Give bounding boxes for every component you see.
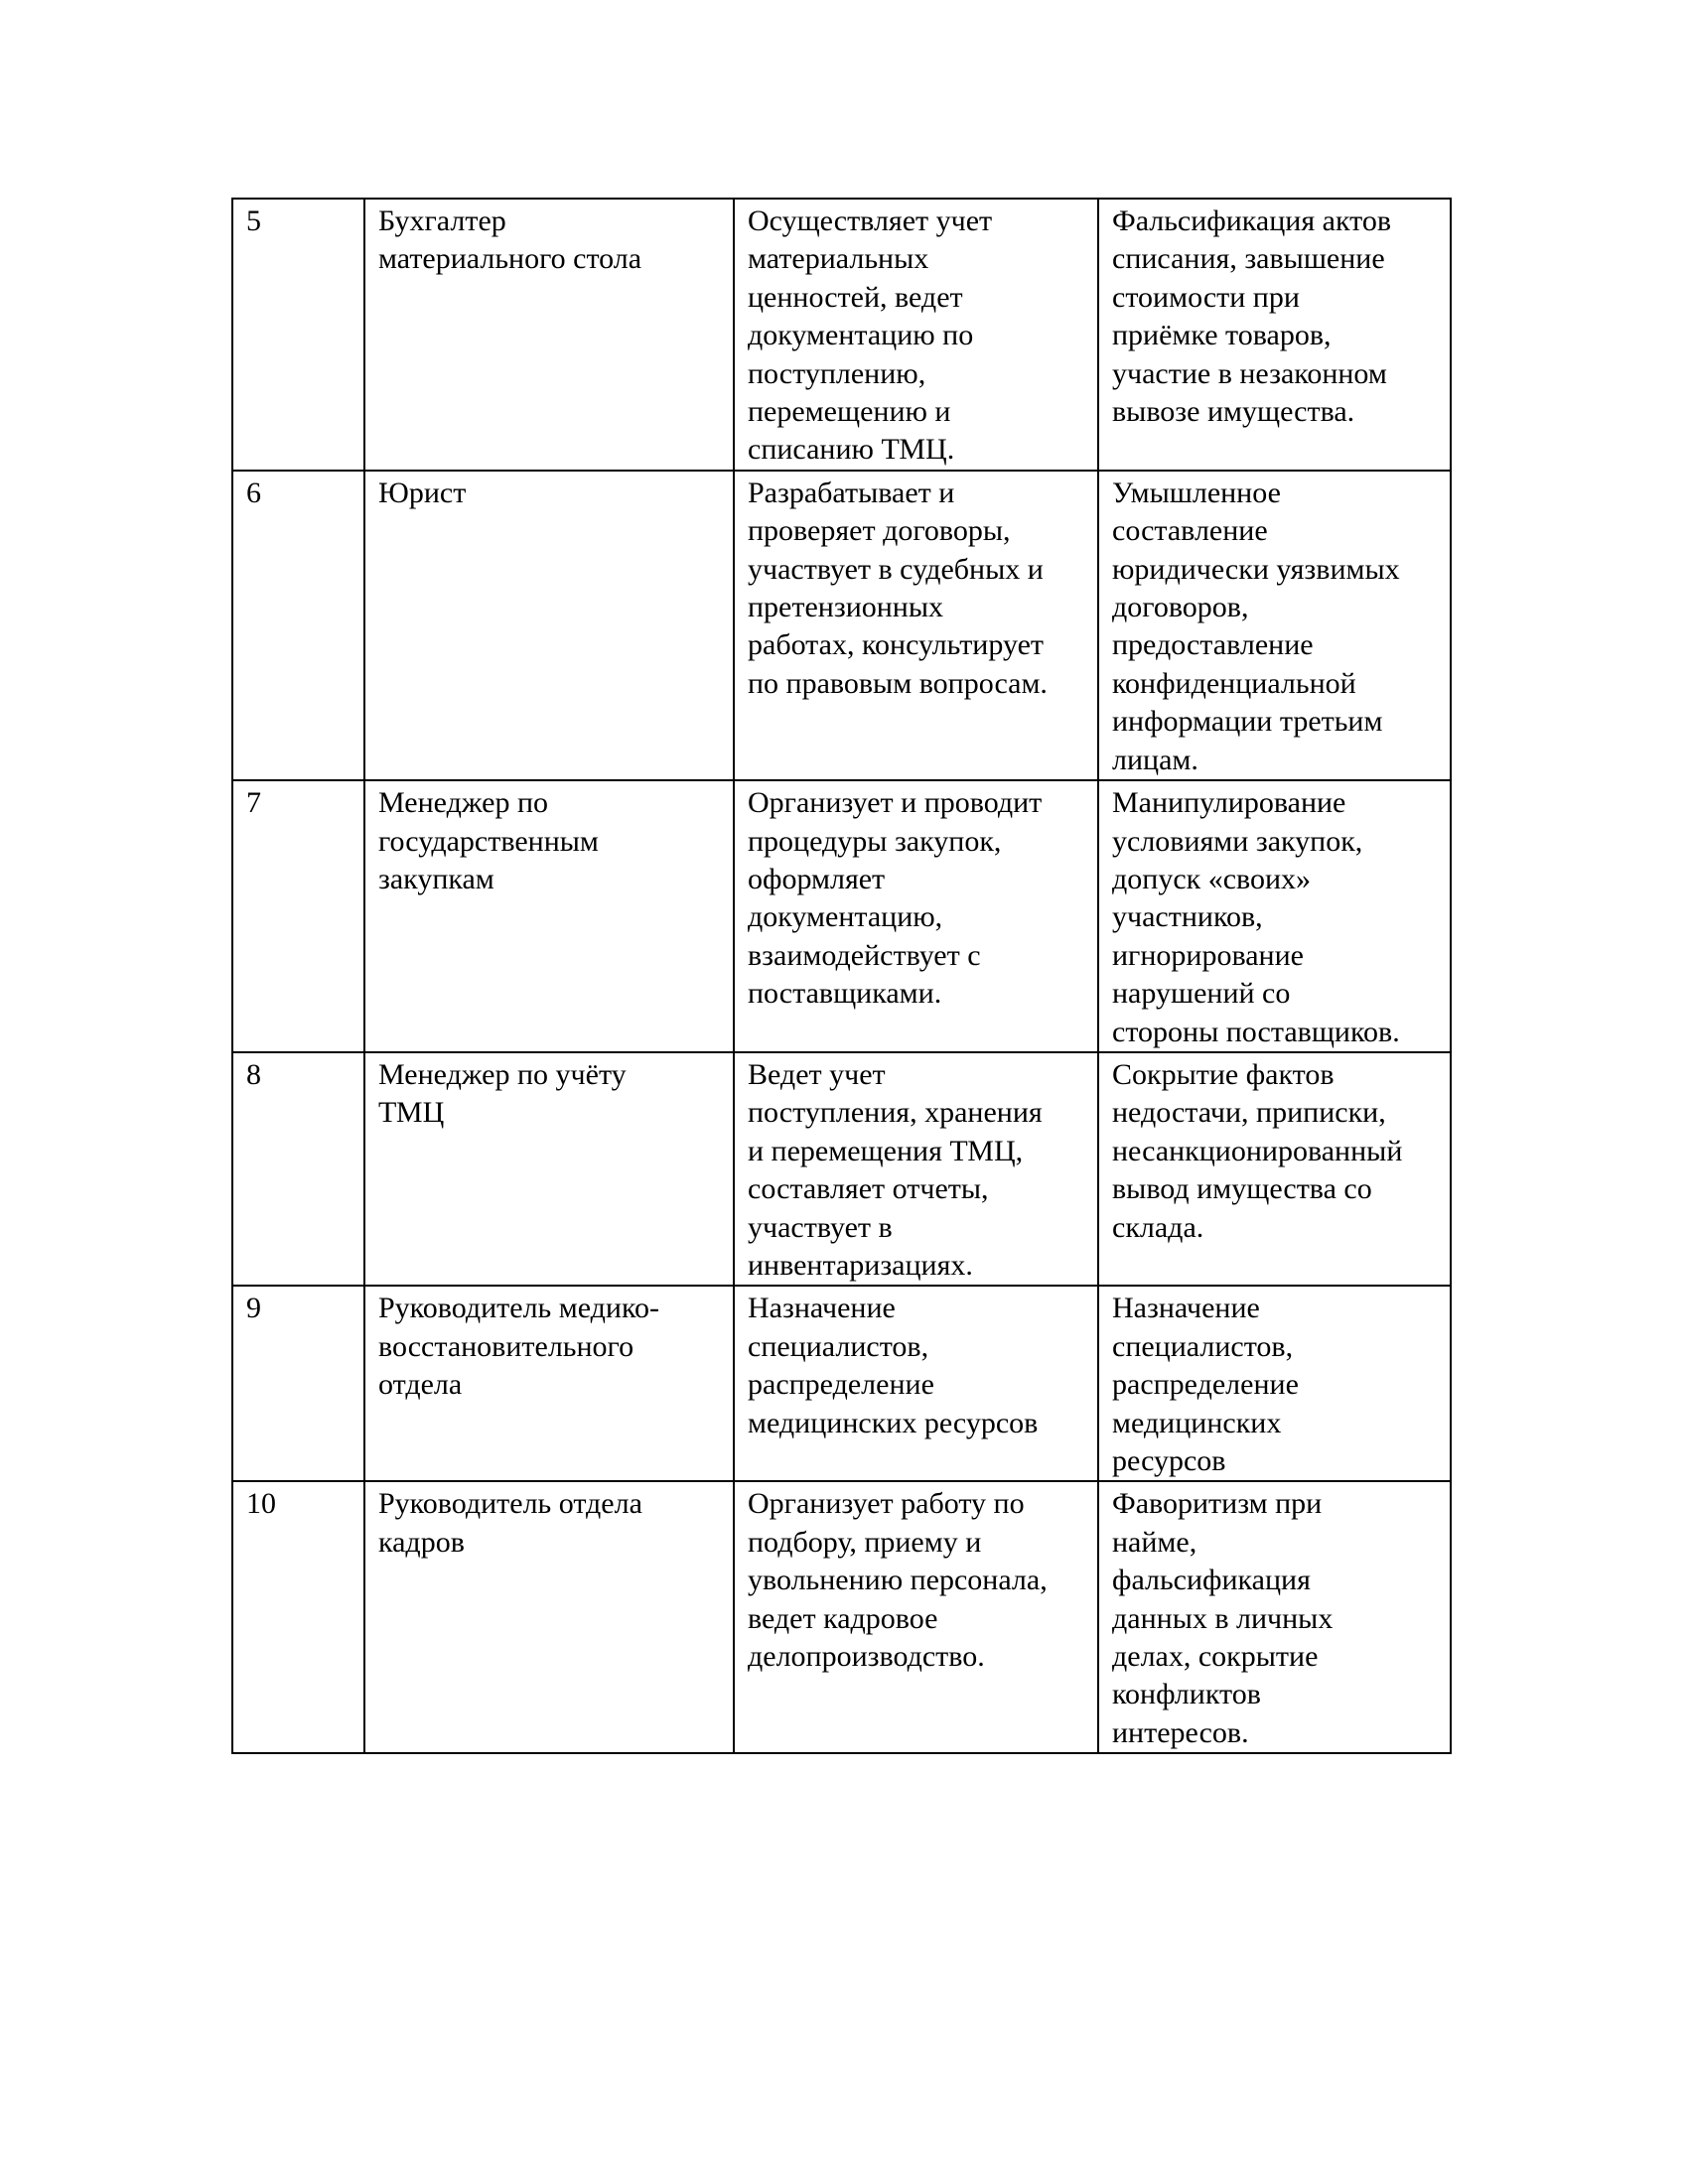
corruption-risks-cell: Фальсификация актов списания, завышение стоимости при приёмке товаров, участие в незаконном вывозе имущества.	[1098, 199, 1451, 471]
corruption-risks-cell: Умышленное составление юридически уязвимых договоров, предоставление конфиденциальной информации третьим лицам.	[1098, 471, 1451, 780]
duties-cell: Назначение специалистов, распределение медицинских ресурсов	[734, 1286, 1098, 1481]
row-number-cell: 8	[232, 1052, 364, 1286]
table-row	[232, 1286, 1451, 1481]
row-number-cell: 5	[232, 199, 364, 471]
position-cell: Руководитель медико- восстановительного отдела	[364, 1286, 734, 1481]
position-cell: Руководитель отдела кадров	[364, 1481, 734, 1753]
duties-cell: Осуществляет учет материальных ценностей, ведет документацию по поступлению, перемещению и списанию ТМЦ.	[734, 199, 1098, 471]
duties-cell: Организует и проводит процедуры закупок, оформляет документацию, взаимодействует с поставщиками.	[734, 780, 1098, 1052]
row-number-cell: 9	[232, 1286, 364, 1481]
duties-cell: Разрабатывает и проверяет договоры, участвует в судебных и претензионных работах, консультирует по правовым вопросам.	[734, 471, 1098, 780]
corruption-risks-cell: Манипулирование условиями закупок, допуск «своих» участников, игнорирование нарушений со стороны поставщиков.	[1098, 780, 1451, 1052]
table-row	[232, 199, 1451, 471]
position-cell: Менеджер по государственным закупкам	[364, 780, 734, 1052]
position-cell: Бухгалтер материального стола	[364, 199, 734, 471]
table-row	[232, 1481, 1451, 1753]
corruption-risks-cell: Сокрытие фактов недостачи, приписки, несанкционированный вывод имущества со склада.	[1098, 1052, 1451, 1286]
duties-cell: Ведет учет поступления, хранения и перемещения ТМЦ, составляет отчеты, участвует в инвентаризациях.	[734, 1052, 1098, 1286]
position-cell: Менеджер по учёту ТМЦ	[364, 1052, 734, 1286]
responsibilities-table	[231, 198, 1452, 1754]
corruption-risks-cell: Фаворитизм при найме, фальсификация данных в личных делах, сокрытие конфликтов интересов.	[1098, 1481, 1451, 1753]
row-number-cell: 10	[232, 1481, 364, 1753]
table-row	[232, 1052, 1451, 1286]
row-number-cell: 7	[232, 780, 364, 1052]
table-row	[232, 471, 1451, 780]
duties-cell: Организует работу по подбору, приему и увольнению персонала, ведет кадровое делопроизводство.	[734, 1481, 1098, 1753]
table-row	[232, 780, 1451, 1052]
corruption-risks-cell: Назначение специалистов, распределение медицинских ресурсов	[1098, 1286, 1451, 1481]
position-cell: Юрист	[364, 471, 734, 780]
row-number-cell: 6	[232, 471, 364, 780]
